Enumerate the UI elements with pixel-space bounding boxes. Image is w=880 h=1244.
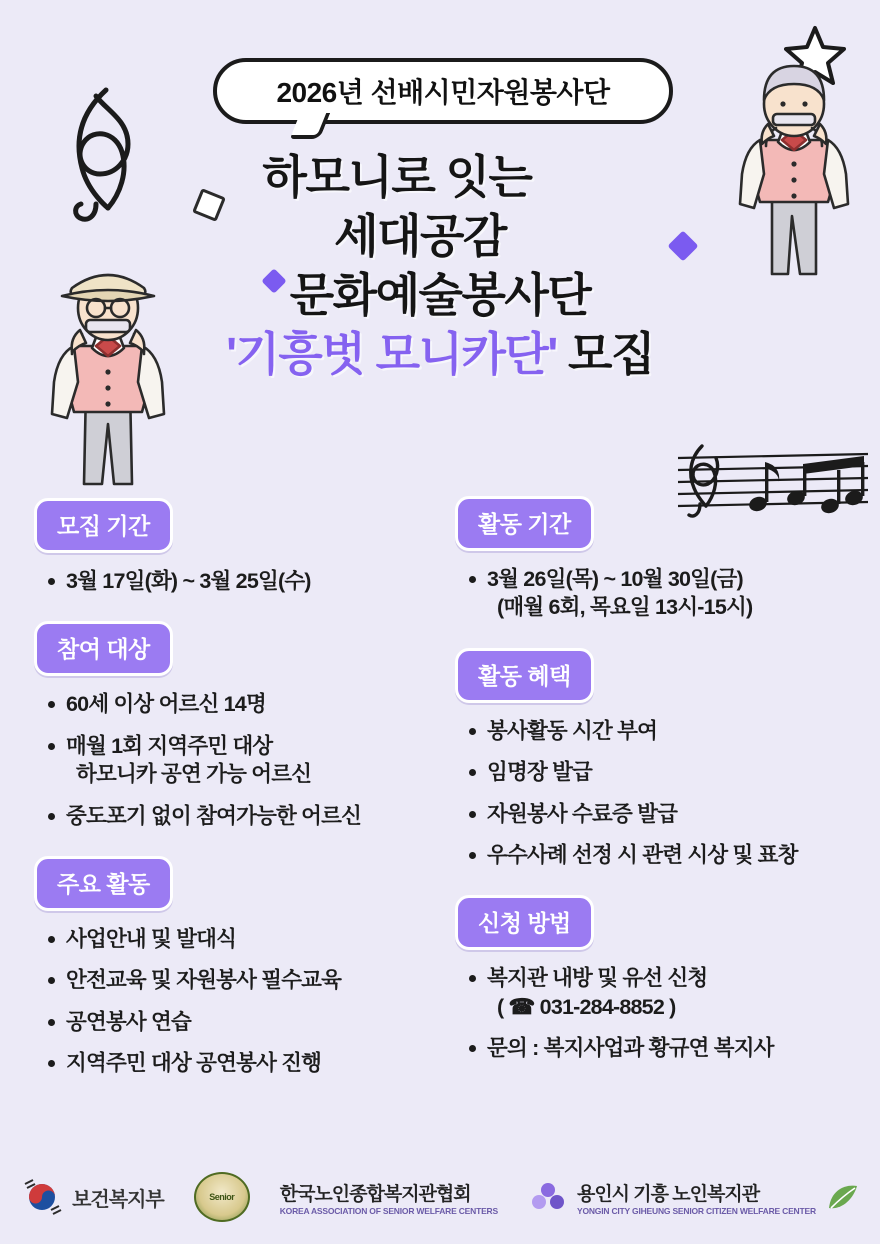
section-item-list [455, 717, 875, 870]
section-tag: 신청 방법 [455, 895, 594, 950]
leaf-icon [825, 1182, 859, 1212]
list-item: 3월 17일(화) ~ 3월 25일(수) [46, 567, 444, 595]
list-item: 복지관 내방 및 유선 신청 ( ☎ 031-284-8852 ) [467, 964, 875, 1021]
section-tag: 주요 활동 [34, 856, 173, 911]
section-activity-period [455, 496, 875, 622]
section-item-list [455, 964, 875, 1062]
section-item-list [34, 567, 444, 595]
list-item: 자원봉사 수료증 발급 [467, 800, 875, 828]
flower-mark-icon [528, 1177, 568, 1217]
list-item: 공연봉사 연습 [46, 1008, 444, 1036]
logo-label: 한국노인종합복지관협회 [279, 1183, 471, 1205]
section-recruit-period [34, 498, 444, 595]
section-benefits [455, 648, 875, 870]
list-item: 3월 26일(목) ~ 10월 30일(금) (매월 6회, 목요일 13시-15시) [467, 565, 875, 622]
list-item: 중도포기 없이 참여가능한 어르신 [46, 802, 444, 830]
section-item-list [455, 565, 875, 622]
section-target-participants [34, 621, 444, 830]
list-item: 60세 이상 어르신 14명 [46, 690, 444, 718]
list-item: 지역주민 대상 공연봉사 진행 [46, 1049, 444, 1077]
section-main-activities [34, 856, 444, 1078]
section-application-method [455, 895, 875, 1062]
info-column-left [34, 498, 444, 1103]
logo-label: 보건복지부 [72, 1188, 164, 1211]
section-tag: 활동 혜택 [455, 648, 594, 703]
logo-yongin-giheung-senior-center [528, 1177, 859, 1217]
section-tag: 참여 대상 [34, 621, 173, 676]
list-item: 봉사활동 시간 부여 [467, 717, 875, 745]
logo-label: 용인시 기흥 노인복지관 [576, 1183, 760, 1205]
headline-line-1: 하모니로 잇는 [262, 151, 532, 203]
taegeuk-icon [21, 1176, 63, 1218]
logo-label: Senior [209, 1192, 235, 1202]
list-item: 안전교육 및 자원봉사 필수교육 [46, 966, 444, 994]
footer-logo-bar [0, 1172, 880, 1222]
contact-phone: ( ☎ 031-284-8852 ) [497, 994, 676, 1019]
list-item: 우수사례 선정 시 관련 시상 및 표창 [467, 841, 875, 869]
section-item-list [34, 925, 444, 1078]
list-item: 임명장 발급 [467, 758, 875, 786]
list-item: 매월 1회 지역주민 대상 하모니카 공연 가능 어르신 [46, 732, 444, 789]
headline-line-4 [0, 325, 880, 384]
logo-senior-welfare-mark [194, 1172, 250, 1222]
section-tag: 활동 기간 [455, 496, 594, 551]
headline-highlight: '기흥벗 모니카단' [226, 327, 557, 380]
logo-sublabel: YONGIN CITY GIHEUNG SENIOR CITIZEN WELFARE CENTER [576, 1205, 816, 1216]
logo-ministry-health-welfare [21, 1176, 164, 1218]
senior-emblem-icon [194, 1172, 250, 1222]
logo-korea-senior-welfare-association [280, 1179, 498, 1216]
logo-sublabel: KOREA ASSOCIATION OF SENIOR WELFARE CENTERS [279, 1205, 498, 1216]
headline-line-2: 세대공감 [334, 209, 506, 262]
section-item-list [34, 690, 444, 830]
page-title [0, 148, 880, 384]
poster-subtitle-bubble: 2026년 선배시민자원봉사단 [213, 58, 673, 124]
list-item: 사업안내 및 발대식 [46, 925, 444, 953]
star-icon [784, 24, 846, 86]
headline-line-3: 문화예술봉사단 [289, 268, 591, 321]
section-tag: 모집 기간 [34, 498, 173, 553]
list-item: 문의 : 복지사업과 황규연 복지사 [467, 1034, 875, 1062]
headline-tail: 모집 [556, 327, 654, 380]
info-column-right [455, 496, 875, 1088]
